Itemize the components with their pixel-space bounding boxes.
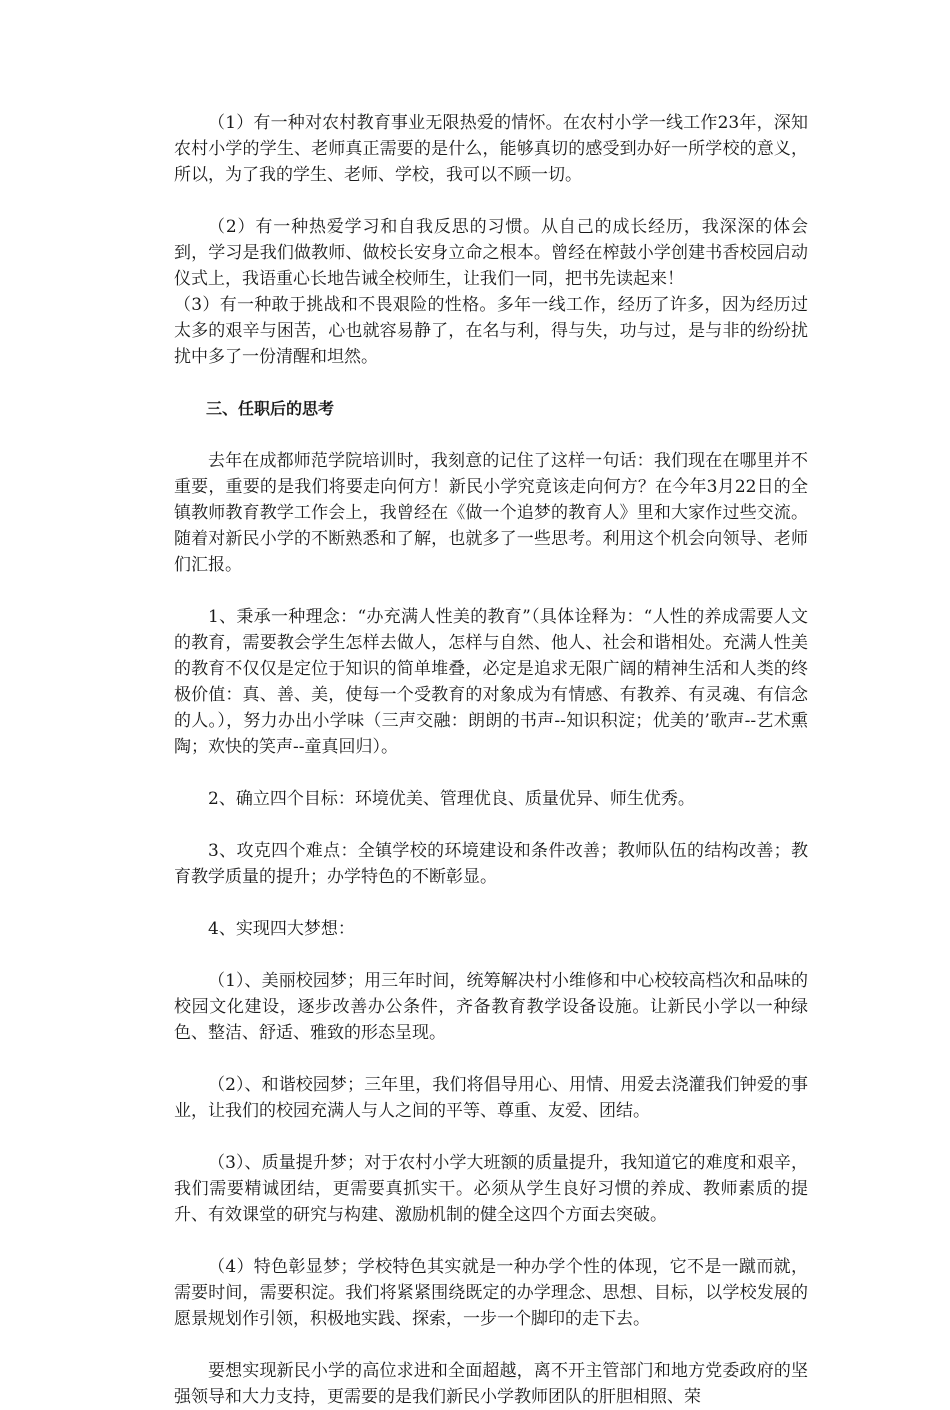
paragraph-gap bbox=[174, 1046, 808, 1072]
paragraph-13: 要想实现新民小学的高位求进和全面超越，离不开主管部门和地方党委政府的坚强领导和大力支持，更需要的是我们新民小学教师团队的肝胆相照、荣 bbox=[174, 1361, 808, 1407]
paragraph-10: （2）、和谐校园梦；三年里，我们将倡导用心、用情、用爱去浇灌我们钟爱的事业，让我们的校园充满人与人之间的平等、尊重、友爱、团结。 bbox=[174, 1075, 808, 1121]
paragraph-6: 2、确立四个目标：环境优美、管理优良、质量优异、师生优秀。 bbox=[208, 789, 695, 809]
paragraph-4: 去年在成都师范学院培训时，我刻意的记住了这样一句话：我们现在在哪里并不重要，重要的是我们将要走向何方！新民小学究竟该走向何方？在今年3月22日的全镇教师教育教学工作会上，我曾经在《做一个追梦的教育人》里和大家作过些交流。随着对新民小学的不断熟悉和了解，也就多了一些思考。利用这个机会向领导、老师们汇报。 bbox=[174, 451, 808, 575]
paragraph-1: （1）有一种对农村教育事业无限热爱的情怀。在农村小学一线工作23年，深知农村小学的学生、老师真正需要的是什么，能够真切的感受到办好一所学校的意义，所以，为了我的学生、老师、学校，我可以不顾一切。 bbox=[174, 113, 808, 185]
paragraph-gap bbox=[174, 578, 808, 604]
paragraph-gap bbox=[174, 1228, 808, 1254]
paragraph-9: （1）、美丽校园梦；用三年时间，统筹解决村小维修和中心校较高档次和品味的校园文化建设，逐步改善办公条件，齐备教育教学设备设施。让新民小学以一种绿色、整洁、舒适、雅致的形态呈现。 bbox=[174, 971, 808, 1043]
paragraph-3: （3）有一种敢于挑战和不畏艰险的性格。多年一线工作，经历了许多，因为经历过太多的艰辛与困苦，心也就容易静了，在名与利，得与失，功与过，是与非的纷纷扰扰中多了一份清醒和坦然。 bbox=[174, 295, 808, 367]
paragraph-11: （3）、质量提升梦；对于农村小学大班额的质量提升，我知道它的难度和艰辛，我们需要精诚团结，更需要真抓实干。必须从学生良好习惯的养成、教师素质的提升、有效课堂的研究与构建、激励机制的健全这四个方面去突破。 bbox=[174, 1153, 808, 1225]
section-heading: 三、任职后的思考 bbox=[206, 399, 335, 418]
paragraph-gap bbox=[174, 1124, 808, 1150]
paragraph-2: （2）有一种热爱学习和自我反思的习惯。从自己的成长经历，我深深的体会到，学习是我们做教师、做校长安身立命之根本。曾经在榨鼓小学创建书香校园启动仪式上，我语重心长地告诫全校师生，让我们一同，把书先读起来！ bbox=[174, 217, 808, 289]
paragraph-gap bbox=[174, 370, 808, 396]
paragraph-gap bbox=[174, 942, 808, 968]
paragraph-gap bbox=[174, 422, 808, 448]
paragraph-gap bbox=[174, 188, 808, 214]
paragraph-gap bbox=[174, 812, 808, 838]
paragraph-gap bbox=[174, 890, 808, 916]
paragraph-gap bbox=[174, 760, 808, 786]
paragraph-7: 3、攻克四个难点：全镇学校的环境建设和条件改善；教师队伍的结构改善；教育教学质量的提升；办学特色的不断彰显。 bbox=[174, 841, 808, 887]
paragraph-12: （4）特色彰显梦；学校特色其实就是一种办学个性的体现，它不是一蹴而就，需要时间，需要积淀。我们将紧紧围绕既定的办学理念、思想、目标，以学校发展的愿景规划作引领，积极地实践、探索，一步一个脚印的走下去。 bbox=[174, 1257, 808, 1329]
document-page bbox=[174, 110, 808, 1410]
paragraph-8: 4、实现四大梦想： bbox=[208, 919, 355, 939]
paragraph-gap bbox=[174, 1332, 808, 1358]
paragraph-5: 1、秉承一种理念：“办充满人性美的教育”（具体诠释为：“人性的养成需要人文的教育，需要教会学生怎样去做人，怎样与自然、他人、社会和谐相处。充满人性美的教育不仅仅是定位于知识的简单堆叠，必定是追求无限广阔的精神生活和人类的终极价值：真、善、美，使每一个受教育的对象成为有情感、有教养、有灵魂、有信念的人。），努力办出小学味（三声交融：朗朗的书声--知识积淀；优美的’歌声--艺术熏陶；欢快的笑声--童真回归）。 bbox=[174, 607, 808, 757]
